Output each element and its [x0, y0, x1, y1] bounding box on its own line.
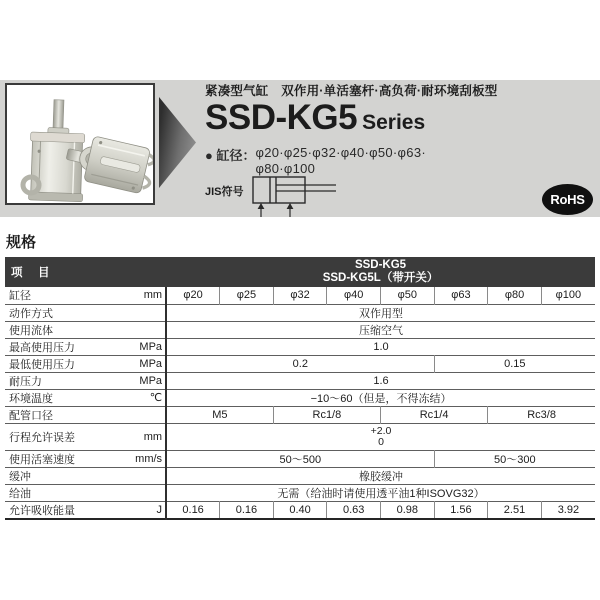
series-suffix: Series	[362, 111, 426, 134]
spec-row	[5, 355, 595, 372]
spec-row-label	[5, 423, 166, 450]
series-title	[205, 100, 545, 143]
spec-value-cell: 1.6	[166, 372, 595, 389]
spec-item-name: 使用活塞速度	[9, 453, 75, 466]
spec-row	[5, 372, 595, 389]
spec-value-cell: φ63	[434, 287, 488, 304]
spec-value-cell: 1.0	[166, 338, 595, 355]
spec-item-name: 使用流体	[9, 324, 53, 337]
spec-item-unit: mm	[143, 289, 163, 302]
spec-row-label	[5, 406, 166, 423]
spec-value-cell: 无需（给油时请使用透平油1种ISOVG32）	[166, 484, 595, 501]
spec-row	[5, 423, 595, 450]
spec-value-cell: Rc1/8	[273, 406, 380, 423]
spec-row-label	[5, 321, 166, 338]
spec-value-cell: 3.92	[541, 501, 595, 519]
spec-item-name: 配管口径	[9, 409, 53, 422]
spec-value-cell: 2.51	[488, 501, 542, 519]
spec-value-cell: 0.63	[327, 501, 381, 519]
spec-row	[5, 450, 595, 467]
spec-row	[5, 389, 595, 406]
jis-cylinder-symbol-icon	[252, 176, 338, 218]
spec-value-cell: Rc1/4	[380, 406, 487, 423]
spec-row-label	[5, 484, 166, 501]
spec-value-cell: φ40	[327, 287, 381, 304]
spec-row-label	[5, 338, 166, 355]
spec-row-label	[5, 304, 166, 321]
spec-item-unit: MPa	[139, 340, 163, 353]
spec-item-name: 缸径	[9, 290, 31, 303]
spec-table	[5, 257, 595, 520]
spec-row-label	[5, 287, 166, 304]
spec-value-cell: 0.16	[220, 501, 274, 519]
spec-value-cell: 1.56	[434, 501, 488, 519]
spec-value-cell: φ50	[380, 287, 434, 304]
spec-row	[5, 501, 595, 519]
spec-value-cell: 0.2	[166, 355, 434, 372]
spec-item-name: 缓冲	[9, 470, 31, 483]
spec-item-name: 最高使用压力	[9, 341, 75, 354]
spec-value-cell: 0.16	[166, 501, 220, 519]
spec-value-cell: φ20	[166, 287, 220, 304]
spec-item-name: 最低使用压力	[9, 358, 75, 371]
cylinder-illustration	[7, 85, 153, 203]
spec-value-cell: 0.15	[434, 355, 595, 372]
product-photo	[5, 83, 155, 205]
spec-item-unit: MPa	[139, 357, 163, 370]
chevron-right-icon	[159, 97, 196, 188]
spec-row	[5, 287, 595, 304]
spec-row	[5, 467, 595, 484]
bore-sizes	[205, 145, 545, 177]
spec-item-name: 动作方式	[9, 307, 53, 320]
spec-value-cell: Rc3/8	[488, 406, 595, 423]
spec-row-label	[5, 355, 166, 372]
spec-value-cell: φ100	[541, 287, 595, 304]
spec-row	[5, 406, 595, 423]
spec-value-cell: 双作用型	[166, 304, 595, 321]
spec-value-cell: −10～60（但是，不得冻结）	[166, 389, 595, 406]
spec-row-label	[5, 467, 166, 484]
model-name-line1: SSD-KG5	[354, 259, 407, 271]
spec-model-header	[166, 257, 595, 287]
spec-item-name: 给油	[9, 487, 31, 500]
spec-value-cell: 0.40	[273, 501, 327, 519]
spec-value-cell: 50～300	[434, 450, 595, 467]
spec-item-unit: J	[156, 503, 163, 516]
spec-row-label	[5, 372, 166, 389]
spec-value-cell: φ32	[273, 287, 327, 304]
spec-item-name: 允许吸收能量	[9, 504, 75, 517]
spec-value-cell: 0.98	[380, 501, 434, 519]
spec-row	[5, 321, 595, 338]
spec-section-title: 规格	[6, 234, 37, 251]
spec-item-unit: ℃	[149, 392, 163, 404]
spec-value-cell: M5	[166, 406, 273, 423]
spec-item-header: 项 目	[11, 267, 52, 279]
jis-symbol-label: JIS符号	[205, 186, 244, 198]
spec-row	[5, 338, 595, 355]
spec-item-unit: mm/s	[135, 452, 163, 465]
spec-item-name: 行程允许误差	[9, 431, 75, 444]
spec-item-unit: MPa	[139, 374, 163, 387]
bore-line2: φ80·φ100	[255, 161, 316, 176]
spec-row-label	[5, 501, 166, 519]
spec-row-label	[5, 389, 166, 406]
spec-header-row	[5, 257, 595, 287]
model-name-line2: SSD-KG5L（带开关）	[322, 272, 439, 284]
series-name: SSD-KG5	[205, 98, 358, 137]
bore-line1: φ20·φ25·φ32·φ40·φ50·φ63·	[255, 145, 426, 160]
spec-item-unit: mm	[143, 430, 163, 443]
product-header-band	[0, 80, 600, 217]
spec-row	[5, 304, 595, 321]
rohs-badge	[542, 184, 593, 215]
spec-value-cell: φ80	[488, 287, 542, 304]
spec-value-cell: 橡胶缓冲	[166, 467, 595, 484]
spec-value-cell: φ25	[220, 287, 274, 304]
spec-row-label	[5, 450, 166, 467]
spec-value-cell: 压缩空气	[166, 321, 595, 338]
spec-item-name: 耐压力	[9, 375, 42, 388]
bore-label: ● 缸径：	[205, 148, 256, 163]
rohs-badge-label: RoHS	[550, 192, 585, 207]
spec-item-name: 环境温度	[9, 392, 53, 405]
spec-row	[5, 484, 595, 501]
spec-value-cell: +2.0 0	[166, 423, 595, 450]
product-subtitle: 紧凑型气缸 双作用·单活塞杆·高负荷·耐环境刮板型	[205, 84, 498, 98]
spec-value-cell: 50～500	[166, 450, 434, 467]
